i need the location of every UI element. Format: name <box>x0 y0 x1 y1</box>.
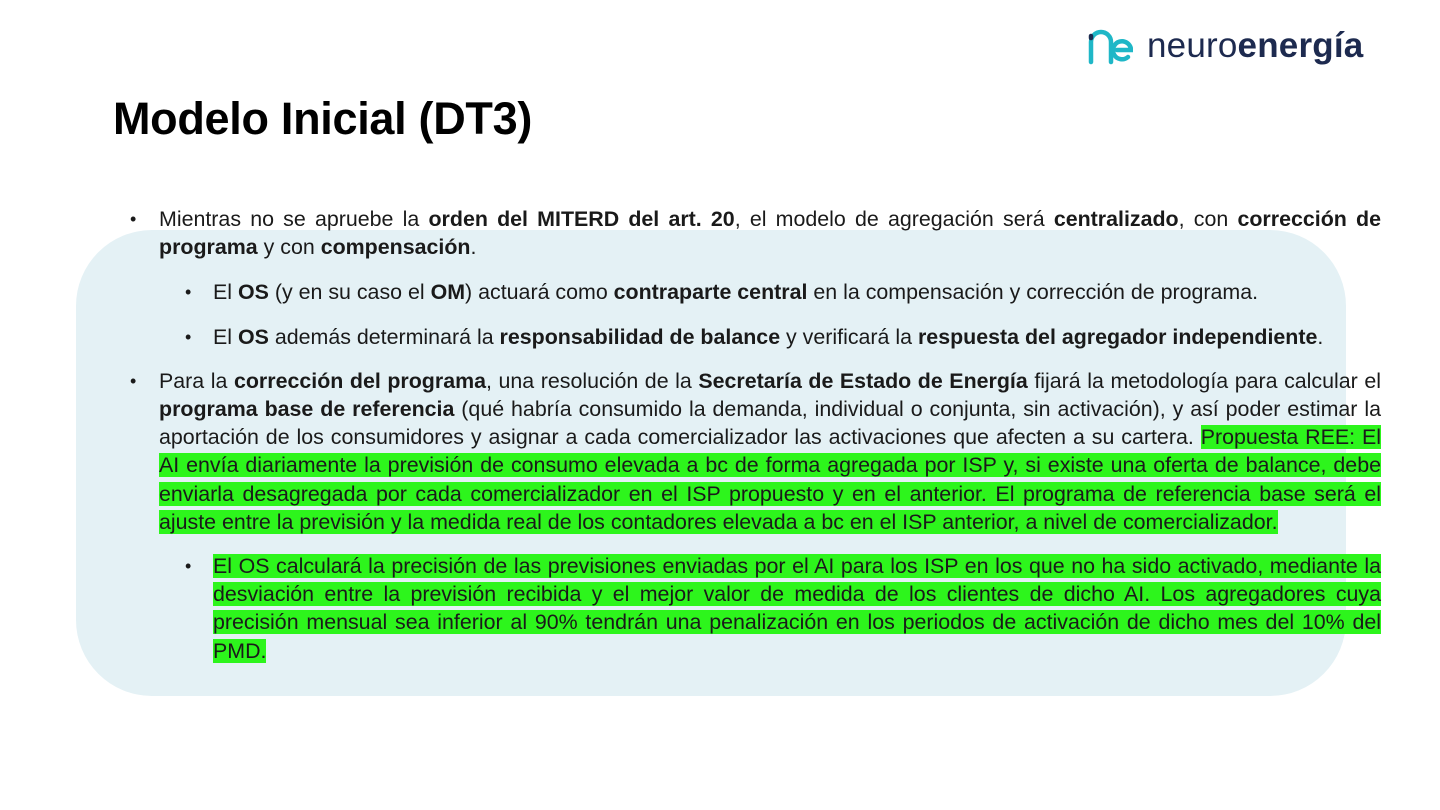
bullet-item: • Mientras no se apruebe la orden del MITERD del art. 20, el modelo de agregación será centralizado, con corrección de programa y con compensación. <box>130 207 1381 260</box>
sub-bullet-item: • El OS además determinará la responsabilidad de balance y verificará la respuesta del agregador independiente. <box>213 323 1381 351</box>
sub-bullet-item: • El OS (y en su caso el OM) actuará como contraparte central en la compensación y corrección de programa. <box>213 278 1381 306</box>
slide-title: Modelo Inicial (DT3) <box>113 93 533 144</box>
bullet-marker: • <box>185 556 192 577</box>
brand-name-light: neuro <box>1147 26 1238 65</box>
brand-logo <box>1087 24 1363 68</box>
brand-name <box>1147 26 1363 66</box>
neuroenergia-logo-icon <box>1087 26 1133 66</box>
sub-bullet-item <box>185 552 1381 665</box>
bullet-marker: • <box>185 326 192 347</box>
bullet-marker: • <box>130 370 137 391</box>
brand-name-bold: energía <box>1237 26 1364 65</box>
precision-penalty-highlight: El OS calculará la precisión de las previsiones enviadas por el AI para los ISP en los que no ha sido activado, mediante la desviación entre la previsión recibida y el mejor valor de medida de los clientes de dicho AI. Los agregadores cuya precisión mensual sea inferior al 90% tendrán una penalización en los periodos de activación de dicho mes del 10% del PMD. <box>213 554 1381 663</box>
bullet-marker: • <box>130 209 137 229</box>
ree-proposal-highlight: Propuesta REE: El AI envía diariamente la previsión de consumo elevada a bc de forma agregada por ISP y, si existe una oferta de balance, debe enviarla desagregada por cada comercializador en el ISP propuesto y en el anterior. El programa de referencia base será el ajuste entre la previsión y la medida real de los contadores elevada a bc en el ISP anterior, a nivel de comercializador. <box>159 425 1381 534</box>
bullet-marker: • <box>185 282 192 303</box>
bullet-list <box>0 205 1440 665</box>
bullet-item: • Para la corrección del programa, una resolución de la Secretaría de Estado de Energía fijará la metodología para calcular el programa base de referencia (qué habría consumido la demanda, individual o conjunta, sin activación), y así poder estimar la aportación de los consumidores y asignar a cada comercializador las activaciones que afecten a su cartera. Propuesta REE: El AI envía diariamente la previsión de consumo elevada a bc de forma agregada por ISP y, si existe una oferta de balance, debe enviarla desagregada por cada comercializador en el ISP propuesto y en el anterior. El programa de referencia base será el ajuste entre la previsión y la medida real de los contadores elevada a bc en el ISP anterior, a nivel de comercializador. <box>130 368 1382 534</box>
